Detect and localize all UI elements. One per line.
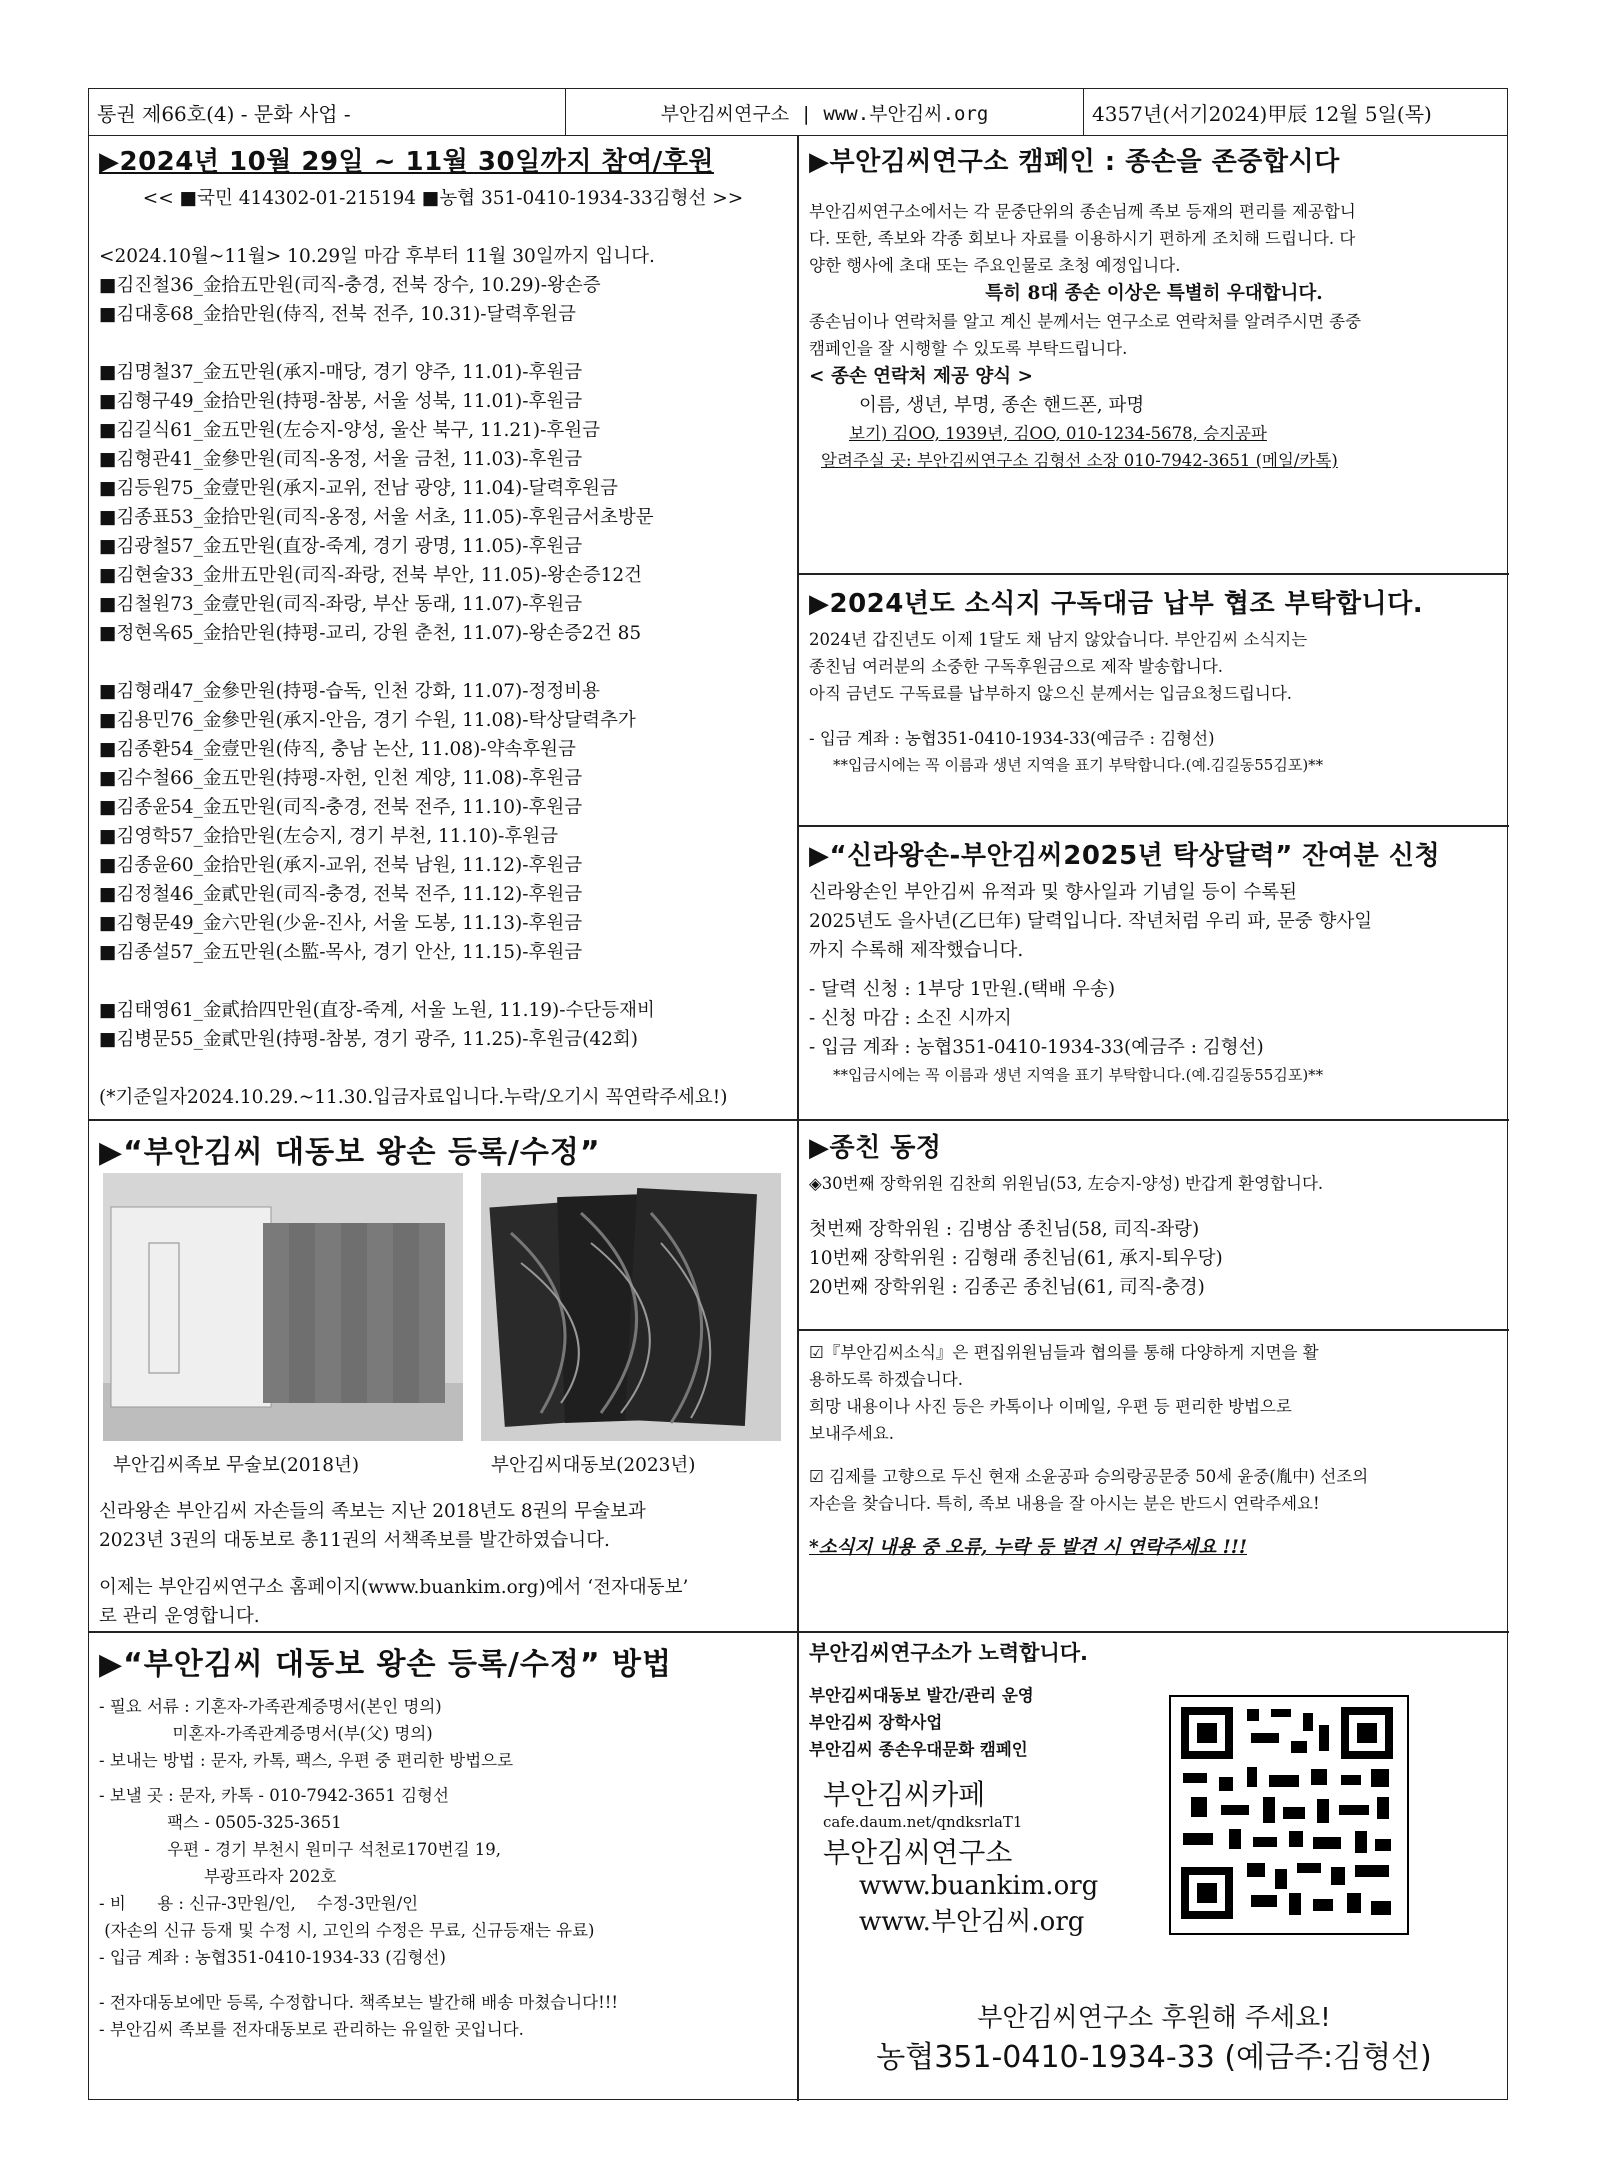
donation-group-1-line: ■김대홍68_金拾만원(侍직, 전북 전주, 10.31)-달력후원금 xyxy=(99,304,576,325)
qr-code-icon[interactable] xyxy=(1169,1695,1409,1935)
institute-cafe: 부안김씨카페 xyxy=(823,1778,986,1811)
donation-group-4 xyxy=(99,996,787,1054)
donation-group-2 xyxy=(99,358,787,648)
notice-1-line: ☑『부안김씨소식』은 편집위원님들과 협의를 통해 다양하게 지면을 활 xyxy=(809,1343,1319,1362)
qr-pattern xyxy=(1171,1697,1403,1929)
support-line-2: 농협351-0410-1934-33 (예금주:김형선) xyxy=(876,2040,1432,2075)
calendar-title: ▶“신라왕손-부안김씨2025년 탁상달력” 잔여분 신청 xyxy=(809,841,1441,871)
donation-group-3-line: ■김종설57_金五만원(소監-목사, 경기 안산, 11.15)-후원금 xyxy=(99,942,583,963)
donation-group-2-line: ■정현옥65_金拾만원(持평-교리, 강원 춘천, 11.07)-왕손증2건 85 xyxy=(99,623,642,644)
genealogy-body xyxy=(89,1493,797,1635)
donation-intro: <2024.10월~11월> 10.29일 마감 후부터 11월 30일까지 입니다. xyxy=(99,246,655,267)
method-section xyxy=(89,1635,797,2047)
institute-items-line: 부안김씨 장학사업 xyxy=(809,1713,943,1732)
institute-items-line: 부안김씨 종손우대문화 캠페인 xyxy=(809,1740,1028,1759)
donation-group-3-line: ■김영학57_金拾만원(左승지, 경기 부천, 11.10)-후원금 xyxy=(99,826,559,847)
notice-2-line: 자손을 찾습니다. 특히, 족보 내용을 잘 아시는 분은 반드시 연락주세요! xyxy=(809,1494,1320,1513)
method-lines-line: - 보내는 방법 : 문자, 카톡, 팩스, 우편 중 편리한 방법으로 xyxy=(99,1751,514,1770)
donation-group-1 xyxy=(99,271,787,329)
method-send-lines xyxy=(99,1782,787,1971)
clan-news-members-line: 20번째 장학위원 : 김종곤 종친님(61, 司직-충경) xyxy=(809,1277,1205,1298)
genealogy-section xyxy=(89,1123,797,1175)
support-section xyxy=(799,1995,1509,2083)
method-footer-line: - 전자대동보에만 등록, 수정합니다. 책족보는 발간해 배송 마쳤습니다!!! xyxy=(99,1993,618,2012)
donation-group-2-line: ■김형관41_金參만원(司직-옹정, 서울 금천, 11.03)-후원금 xyxy=(99,449,583,470)
genealogy-p1-line: 2023년 3권의 대동보로 총11권의 서책족보를 발간하였습니다. xyxy=(99,1530,610,1551)
method-send-lines-line: 우편 - 경기 부천시 원미구 석천로170번길 19, xyxy=(99,1840,502,1859)
notice-2-line: ☑ 김제를 고향으로 두신 현재 소윤공파 승의랑공문중 50세 윤중(胤中) 선조의 xyxy=(809,1467,1369,1486)
notice-1-line: 희망 내용이나 사진 등은 카톡이나 이메일, 우편 등 편리한 방법으로 xyxy=(809,1397,1292,1416)
method-send-lines-line: 부광프라자 202호 xyxy=(99,1867,337,1886)
clan-news-section xyxy=(799,1123,1509,1306)
notice-1 xyxy=(809,1339,1499,1447)
subscription-lines-line: 종친님 여러분의 소중한 구독후원금으로 제작 발송합니다. xyxy=(809,657,1224,676)
notice-2 xyxy=(809,1463,1499,1517)
calendar-items-line: - 신청 마감 : 소진 시까지 xyxy=(809,1008,1012,1029)
donation-group-2-line: ■김형구49_金拾만원(持평-참봉, 서울 성북, 11.01)-후원금 xyxy=(99,391,583,412)
divider xyxy=(797,573,1509,575)
calendar-items xyxy=(809,975,1499,1062)
genealogy-p1-line: 신라왕손 부안김씨 자손들의 족보는 지난 2018년도 8권의 무술보과 xyxy=(99,1501,646,1522)
clan-news-members-line: 10번째 장학위원 : 김형래 종친님(61, 承지-퇴우당) xyxy=(809,1248,1223,1269)
institute-url-2[interactable]: www.부안김씨.org xyxy=(859,1907,1085,1937)
campaign-p1-line: 부안김씨연구소에서는 각 문중단위의 종손님께 족보 등재의 편리를 제공합니 xyxy=(809,202,1356,221)
calendar-note: **입금시에는 꼭 이름과 생년 지역을 표기 부탁합니다.(예.김길동55김포)** xyxy=(833,1066,1324,1084)
donation-group-1-line: ■김진철36_金拾五만원(司직-충경, 전북 장수, 10.29)-왕손증 xyxy=(99,275,601,296)
donation-group-3-line: ■김정철46_金貳만원(司직-충경, 전북 전주, 11.12)-후원금 xyxy=(99,884,583,905)
campaign-title: ▶부안김씨연구소 캠페인 : 종손을 존중합시다 xyxy=(809,147,1340,177)
calendar-lines-line: 2025년도 을사년(乙巳年) 달력입니다. 작년처럼 우리 파, 문중 향사일 xyxy=(809,911,1373,932)
newsletter-page xyxy=(88,88,1508,2100)
institute-url-1[interactable]: www.buankim.org xyxy=(859,1871,1099,1901)
notice-1-line: 보내주세요. xyxy=(809,1424,894,1443)
caption-2023 xyxy=(481,1447,781,1484)
genealogy-p2-line: 이제는 부안김씨연구소 홈페이지(www.buankim.org)에서 ‘전자대동보’ xyxy=(99,1577,689,1598)
photo-2018-books xyxy=(103,1173,463,1441)
clan-news-members xyxy=(809,1215,1499,1302)
subscription-note: **입금시에는 꼭 이름과 생년 지역을 표기 부탁합니다.(예.김길동55김포)** xyxy=(833,756,1324,774)
donation-group-3-line: ■김종윤54_金五만원(司직-충경, 전북 전주, 11.10)-후원금 xyxy=(99,797,583,818)
header-bar xyxy=(89,89,1507,136)
campaign-example: 보기) 김OO, 1939년, 김OO, 010-1234-5678, 승지공파 xyxy=(849,424,1267,443)
institute-name: 부안김씨연구소 xyxy=(823,1836,1013,1869)
campaign-highlight: 특히 8대 종손 이상은 특별히 우대합니다. xyxy=(985,283,1323,304)
donation-group-2-line: ■김길식61_金五만원(左승지-양성, 울산 북구, 11.21)-후원금 xyxy=(99,420,601,441)
donation-group-3-line: ■김종윤60_金拾만원(承지-교위, 전북 남원, 11.12)-후원금 xyxy=(99,855,583,876)
campaign-p2-line: 캠페인을 잘 시행할 수 있도록 부탁드립니다. xyxy=(809,339,1128,358)
donation-group-4-line: ■김병문55_金貳만원(持평-참봉, 경기 광주, 11.25)-후원금(42회) xyxy=(99,1029,638,1050)
donation-group-2-line: ■김등원75_金壹만원(承지-교위, 전남 광양, 11.04)-달력후원금 xyxy=(99,478,618,499)
campaign-p1 xyxy=(809,198,1499,279)
photo-2023-books xyxy=(481,1173,781,1441)
calendar-section xyxy=(799,831,1509,1093)
calendar-lines xyxy=(809,878,1499,965)
method-lines-line: - 필요 서류 : 기혼자-가족관계증명서(본인 명의) xyxy=(99,1697,442,1716)
campaign-p2 xyxy=(809,308,1499,362)
notice-1-line: 용하도록 하겠습니다. xyxy=(809,1370,963,1389)
donation-note: (*기준일자2024.10.29.~11.30.입금자료입니다.누락/오기시 꼭연락주세요!) xyxy=(99,1087,728,1108)
genealogy-title: ▶“부안김씨 대동보 왕손 등록/수정” xyxy=(99,1135,601,1170)
method-lines xyxy=(99,1693,787,1774)
method-title: ▶“부안김씨 대동보 왕손 등록/수정” 방법 xyxy=(99,1647,672,1682)
method-lines-line: 미혼자-가족관계증명서(부(父) 명의) xyxy=(99,1724,433,1743)
notices-section xyxy=(799,1335,1509,1566)
donation-accounts: << ■국민 414302-01-215194 ■농협 351-0410-1934-33김형선 >> xyxy=(142,188,744,209)
campaign-p1-line: 다. 또한, 족보와 각종 회보나 자료를 이용하시기 편하게 조치해 드립니다. 다 xyxy=(809,229,1356,248)
donation-group-4-line: ■김태영61_金貳拾四만원(直장-죽계, 서울 노원, 11.19)-수단등재비 xyxy=(99,1000,655,1021)
method-send-lines-line: - 보낼 곳 : 문자, 카톡 - 010-7942-3651 김형선 xyxy=(99,1786,449,1805)
donation-group-3 xyxy=(99,677,787,967)
donation-group-3-line: ■김수철66_金五만원(持평-자헌, 인천 계양, 11.08)-후원금 xyxy=(99,768,583,789)
method-send-lines-line: - 입금 계좌 : 농협351-0410-1934-33 (김형선) xyxy=(99,1948,446,1967)
donation-title: ▶2024년 10월 29일 ~ 11월 30일까지 참여/후원 xyxy=(99,147,714,177)
donation-group-2-line: ■김명철37_金五만원(承지-매당, 경기 양주, 11.01)-후원금 xyxy=(99,362,583,383)
campaign-p2-line: 종손님이나 연락처를 알고 계신 분께서는 연구소로 연락처를 알려주시면 종중 xyxy=(809,312,1362,331)
institute-items-line: 부안김씨대동보 발간/관리 운영 xyxy=(809,1686,1034,1705)
daedongbo-illustration xyxy=(481,1173,781,1441)
subscription-title: ▶2024년도 소식지 구독대금 납부 협조 부탁합니다. xyxy=(809,589,1424,619)
clan-news-members-line: 첫번째 장학위원 : 김병삼 종친님(58, 司직-좌랑) xyxy=(809,1219,1200,1240)
donation-group-2-line: ■김광철57_金五만원(直장-죽계, 경기 광명, 11.05)-후원금 xyxy=(99,536,583,557)
site-label: 부안김씨연구소 | www.부안김씨.org xyxy=(566,89,1084,135)
campaign-form-fields: 이름, 생년, 부명, 종손 핸드폰, 파명 xyxy=(859,395,1145,416)
divider xyxy=(89,1119,1509,1121)
support-line-1: 부안김씨연구소 후원해 주세요! xyxy=(977,2003,1331,2033)
method-send-lines-line: (자손의 신규 등재 및 수정 시, 고인의 수정은 무료, 신규등재는 유료) xyxy=(99,1921,595,1940)
calendar-items-line: - 입금 계좌 : 농협351-0410-1934-33(예금주 : 김형선) xyxy=(809,1037,1264,1058)
clan-news-welcome: ◈30번째 장학위원 김찬희 위원님(53, 左승지-양성) 반갑게 환영합니다. xyxy=(809,1174,1324,1193)
subscription-section xyxy=(799,579,1509,783)
institute-title: 부안김씨연구소가 노력합니다. xyxy=(809,1641,1089,1665)
donation-group-3-line: ■김용민76_金參만원(承지-안음, 경기 수원, 11.08)-탁상달력추가 xyxy=(99,710,636,731)
donation-group-3-line: ■김형래47_金參만원(持평-습독, 인천 강화, 11.07)-정정비용 xyxy=(99,681,601,702)
donation-section xyxy=(89,137,797,1116)
donation-group-2-line: ■김현술33_金卅五만원(司직-좌랑, 전북 부안, 11.05)-왕손증12건 xyxy=(99,565,643,586)
donation-group-3-line: ■김종환54_金壹만원(侍직, 충남 논산, 11.08)-약속후원금 xyxy=(99,739,576,760)
date-label: 4357년(서기2024)甲辰 12월 5일(목) xyxy=(1092,101,1432,126)
subscription-account: - 입금 계좌 : 농협351-0410-1934-33(예금주 : 김형선) xyxy=(809,729,1215,748)
notice-3: *소식지 내용 중 오류, 누락 등 발견 시 연락주세요 !!! xyxy=(809,1537,1247,1558)
method-footer-line: - 부안김씨 족보를 전자대동보로 관리하는 유일한 곳입니다. xyxy=(99,2020,524,2039)
donation-group-2-line: ■김철원73_金壹만원(司직-좌랑, 부산 동래, 11.07)-후원금 xyxy=(99,594,583,615)
campaign-p1-line: 양한 행사에 초대 또는 주요인물로 초청 예정입니다. xyxy=(809,256,1181,275)
subscription-lines xyxy=(809,626,1499,707)
genealogy-p1 xyxy=(99,1497,787,1555)
issue-label: 통권 제66호(4) - 문화 사업 - xyxy=(89,89,566,135)
calendar-lines-line: 신라왕손인 부안김씨 유적과 및 향사일과 기념일 등이 수록된 xyxy=(809,882,1297,903)
calendar-items-line: - 달력 신청 : 1부당 1만원.(택배 우송) xyxy=(809,979,1116,1000)
calendar-lines-line: 까지 수록해 제작했습니다. xyxy=(809,940,1024,961)
caption-2023-text: 부안김씨대동보(2023년) xyxy=(491,1455,696,1476)
institute-cafe-url[interactable]: cafe.daum.net/qndksrlaT1 xyxy=(823,1813,1023,1831)
divider xyxy=(797,1329,1509,1331)
donation-group-2-line: ■김종표53_金拾만원(司직-옹정, 서울 서초, 11.05)-후원금서초방문 xyxy=(99,507,654,528)
subscription-lines-line: 2024년 갑진년도 이제 1달도 채 남지 않았습니다. 부안김씨 소식지는 xyxy=(809,630,1308,649)
clan-news-title: ▶종친 동정 xyxy=(809,1133,942,1163)
book-set-illustration xyxy=(103,1173,463,1441)
method-send-lines-line: 팩스 - 0505-325-3651 xyxy=(99,1813,342,1832)
campaign-section xyxy=(799,137,1509,478)
campaign-contact: 알려주실 곳: 부안김씨연구소 김형선 소장 010-7942-3651 (메일/카톡) xyxy=(821,451,1338,470)
subscription-lines-line: 아직 금년도 구독료를 납부하지 않으신 분께서는 입금요청드립니다. xyxy=(809,684,1293,703)
campaign-form-title: < 종손 연락처 제공 양식 > xyxy=(809,366,1034,387)
genealogy-p2-line: 로 관리 운영합니다. xyxy=(99,1606,260,1627)
method-send-lines-line: - 비 용 : 신규-3만원/인, 수정-3만원/인 xyxy=(99,1894,419,1913)
caption-2018 xyxy=(103,1447,463,1484)
genealogy-p2 xyxy=(99,1573,787,1631)
donation-group-3-line: ■김형문49_金六만원(少윤-진사, 서울 도봉, 11.13)-후원금 xyxy=(99,913,583,934)
divider xyxy=(797,825,1509,827)
caption-2018-text: 부안김씨족보 무술보(2018년) xyxy=(113,1455,360,1476)
method-footer xyxy=(99,1989,787,2043)
